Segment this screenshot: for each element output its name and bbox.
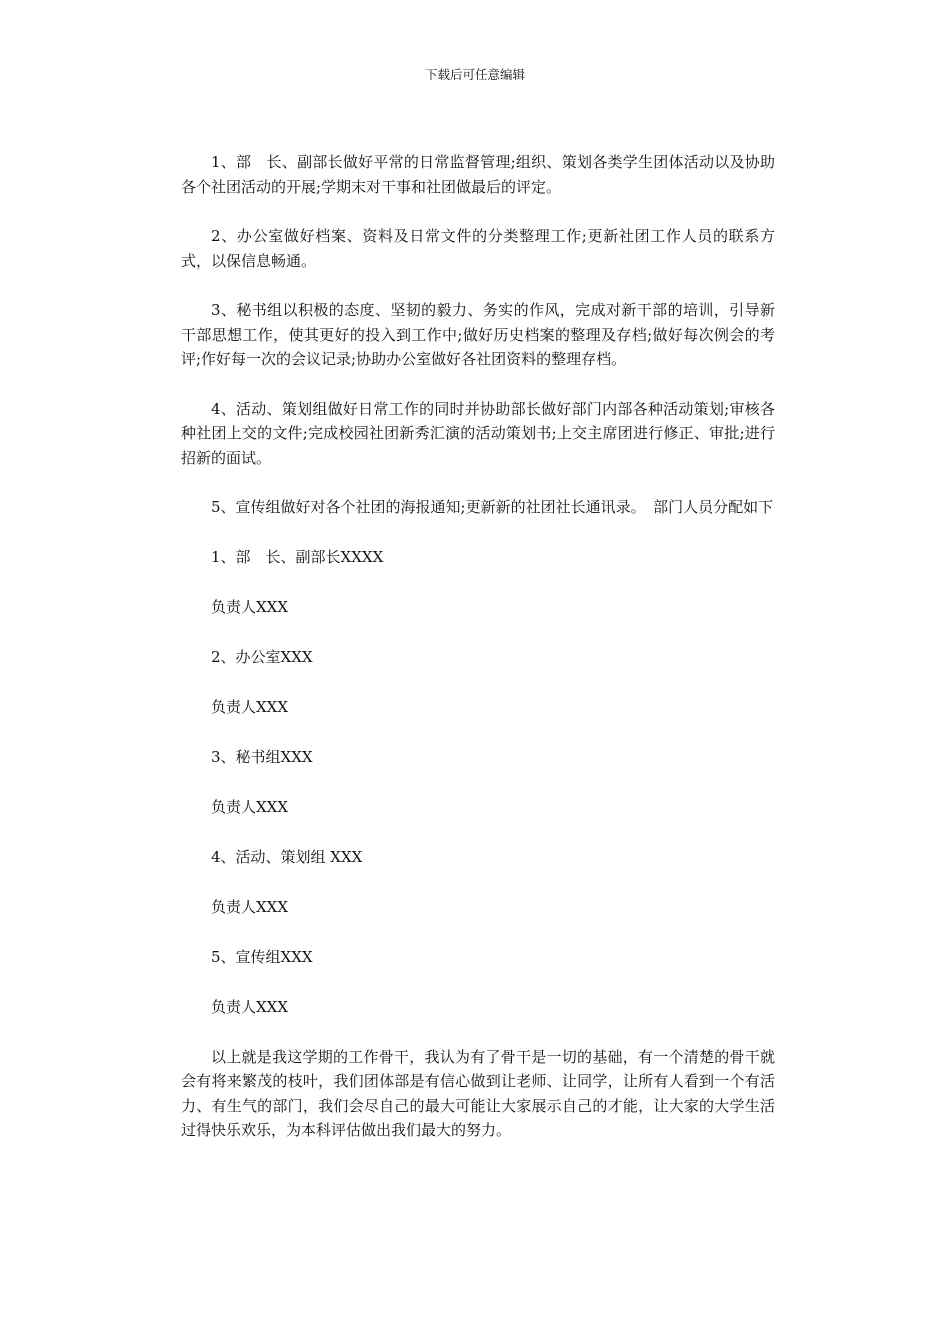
- duty-paragraph-2: 2、办公室做好档案、资料及日常文件的分类整理工作;更新社团工作人员的联系方式，以保信息畅通。: [181, 227, 775, 270]
- duty-paragraph-4: 4、活动、策划组做好日常工作的同时并协助部长做好部门内部各种活动策划;审核各种社团上交的文件;完成校园社团新秀汇演的活动策划书;上交主席团进行修正、审批;进行招新的面试。: [181, 399, 775, 467]
- assignment-line-7: 4、活动、策划组 XXX: [211, 847, 363, 866]
- duty-paragraph-1: 1、部 长、副部长做好平常的日常监督管理;组织、策划各类学生团体活动以及协助各个社团活动的开展;学期末对干事和社团做最后的评定。: [181, 153, 775, 196]
- duty-paragraph-3: 3、秘书组以积极的态度、坚韧的毅力、务实的作风，完成对新干部的培训，引导新干部思想工作，使其更好的投入到工作中;做好历史档案的整理及存档;做好每次例会的考评;作好每一次的会议记录;协助办公室做好各社团资料的整理存档。: [181, 301, 775, 368]
- page-header: 下载后可任意编辑: [424, 67, 525, 82]
- assignment-line-5: 3、秘书组XXX: [211, 747, 313, 766]
- assignment-line-6: 负责人XXX: [211, 797, 289, 816]
- assignment-line-9: 5、宣传组XXX: [211, 947, 313, 966]
- assignment-line-10: 负责人XXX: [211, 997, 289, 1016]
- assignment-line-1: 1、部 长、副部长XXXX: [211, 547, 384, 566]
- duty-paragraph-5: 5、宣传组做好对各个社团的海报通知;更新新的社团社长通讯录。 部门人员分配如下: [211, 498, 774, 516]
- document-body: [181, 150, 775, 1168]
- assignment-line-2: 负责人XXX: [211, 597, 289, 616]
- closing-paragraph: 以上就是我这学期的工作骨干，我认为有了骨干是一切的基础，有一个清楚的骨干就会有将来繁茂的枝叶，我们团体部是有信心做到让老师、让同学，让所有人看到一个有活力、有生气的部门，我们会尽自己的最大可能让大家展示自己的才能，让大家的大学生活过得快乐欢乐，为本科评估做出我们最大的努力。: [181, 1047, 775, 1139]
- assignment-line-4: 负责人XXX: [211, 697, 289, 716]
- assignment-line-3: 2、办公室XXX: [211, 647, 313, 666]
- assignment-line-8: 负责人XXX: [211, 897, 289, 916]
